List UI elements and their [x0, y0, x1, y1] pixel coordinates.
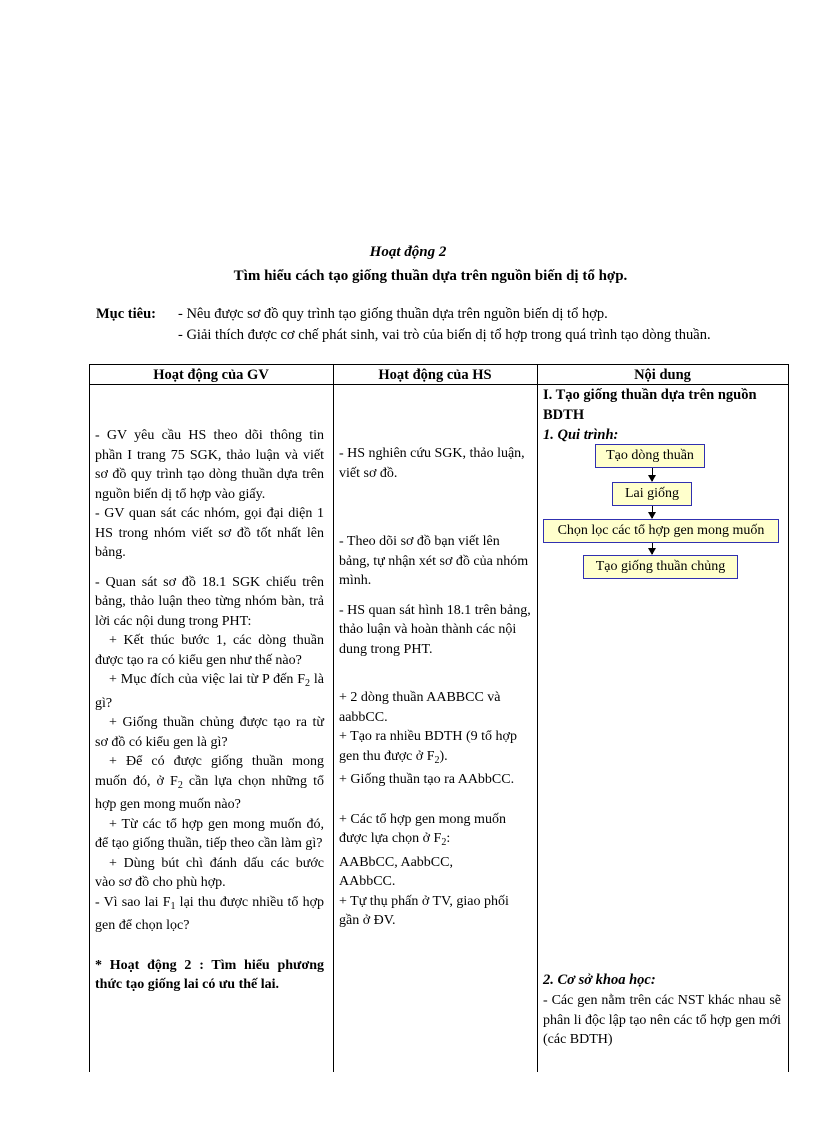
- text-run: + Tạo ra nhiều BDTH (9 tổ hợp gen thu được ở F: [339, 729, 517, 764]
- basis-text: - Các gen nằm trên các NST khác nhau sẽ phân li độc lập tạo nên các tổ hợp gen mới (các BDTH): [543, 993, 781, 1047]
- subscript: 1: [170, 900, 176, 912]
- flow-step-1: Tạo dòng thuần: [595, 444, 705, 468]
- activity-title: Hoạt động 2: [369, 244, 447, 260]
- text-run: + Các tổ hợp gen mong muốn được lựa chọn ở F: [339, 811, 506, 846]
- flow-step-4: Tạo giống thuần chủng: [583, 555, 738, 579]
- hs-step: - HS quan sát hình 18.1 trên bảng, thảo luận và hoàn thành các nội dung trong PHT.: [339, 602, 531, 657]
- hs-answer: [339, 727, 531, 770]
- flow-step-2: Lai giống: [612, 482, 692, 506]
- subscript: 2: [441, 837, 447, 848]
- gv-question: + Kết thúc bước 1, các dòng thuần được tạo ra có kiểu gen như thế nào?: [95, 633, 324, 668]
- objective-item: - Giải thích được cơ chế phát sinh, vai trò của biến dị tổ hợp trong quá trình tạo dòng thuần.: [178, 327, 711, 343]
- text-run: ).: [439, 748, 448, 764]
- gv-step: - Quan sát sơ đồ 18.1 SGK chiếu trên bảng, thảo luận theo từng nhóm bàn, trả lời các nội dung trong PHT:: [95, 574, 324, 629]
- gv-question: + Từ các tổ hợp gen mong muốn đó, để tạo giống thuần, tiếp theo cần làm gì?: [95, 816, 324, 851]
- column-header-gv: Hoạt động của GV: [153, 367, 269, 383]
- objective-item: - Nêu được sơ đồ quy trình tạo giống thuần dựa trên nguồn biến dị tổ hợp.: [178, 306, 608, 322]
- objectives-label: Mục tiêu:: [96, 306, 156, 322]
- gv-question: [95, 752, 324, 815]
- procedure-heading: 1. Qui trình:: [543, 427, 619, 443]
- text-run: :: [446, 831, 451, 846]
- gv-column: [95, 426, 324, 995]
- gv-step: - GV yêu cầu HS theo dõi thông tin phần I trang 75 SGK, thảo luận và viết sơ đồ quy trình tạo dòng thuần dựa trên nguồn biến dị tổ hợp vào giấy.: [95, 428, 324, 502]
- text-run: + Để có được giống thuần mong muốn đó, ở F: [95, 754, 324, 789]
- activity-subtitle: Tìm hiểu cách tạo giống thuần dựa trên nguồn biến dị tổ hợp.: [233, 268, 628, 284]
- gv-question: [95, 893, 324, 936]
- activity-table: [89, 364, 789, 1072]
- flow-step-3: Chọn lọc các tổ hợp gen mong muốn: [543, 519, 779, 543]
- hs-answer: + 2 dòng thuần AABBCC và aabbCC.: [339, 690, 501, 725]
- flow-arrow-icon: [652, 468, 653, 481]
- gv-question: [95, 670, 324, 713]
- flow-arrow-icon: [652, 506, 653, 518]
- column-divider: [537, 364, 538, 1072]
- gv-question: + Giống thuần chủng được tạo ra từ sơ đồ có kiểu gen là gì?: [95, 715, 324, 750]
- text-run: lại thu được nhiều tổ hợp gen để chọn lọc?: [95, 894, 324, 933]
- hs-column: [339, 444, 531, 931]
- text-run: AABbCC, AabbCC,: [339, 854, 453, 870]
- text-run: + Mục đích của việc lai từ P đến F: [109, 672, 306, 687]
- gv-step: - GV quan sát các nhóm, gọi đại diện 1 HS trong nhóm viết sơ đồ tốt nhất lên bảng.: [95, 506, 324, 560]
- hs-step: - Theo dõi sơ đồ bạn viết lên bảng, tự nhận xét sơ đồ của nhóm mình.: [339, 534, 529, 588]
- table-border: [788, 364, 789, 1072]
- flow-arrow-icon: [652, 543, 653, 554]
- column-header-content: Nội dung: [634, 367, 691, 383]
- hs-answer: [339, 810, 531, 892]
- subscript: 2: [177, 779, 183, 791]
- hs-step: - HS nghiên cứu SGK, thảo luận, viết sơ đồ.: [339, 446, 525, 481]
- table-border: [89, 364, 789, 365]
- text-run: là gì?: [95, 672, 324, 711]
- gv-question: + Dùng bút chì đánh dấu các bước vào sơ đồ cho phù hợp.: [95, 855, 324, 890]
- text-run: AAbbCC.: [339, 874, 396, 889]
- content-section-title: I. Tạo giống thuần dựa trên nguồn BDTH: [543, 387, 757, 423]
- basis-heading: 2. Cơ sở khoa học:: [543, 972, 656, 988]
- subscript: 2: [434, 754, 440, 766]
- hs-answer: + Tự thụ phấn ở TV, giao phối gần ở ĐV.: [339, 893, 509, 928]
- column-divider: [333, 364, 334, 1072]
- column-header-hs: Hoạt động của HS: [378, 367, 492, 383]
- subscript: 2: [305, 678, 311, 689]
- table-header-border: [89, 384, 789, 385]
- next-activity: * Hoạt động 2 : Tìm hiểu phương thức tạo giống lai có ưu thế lai.: [95, 957, 324, 992]
- text-run: - Vì sao lai F: [95, 894, 171, 910]
- table-border: [89, 364, 90, 1072]
- hs-answer: + Giống thuần tạo ra AAbbCC.: [339, 772, 515, 787]
- text-run: cần lựa chọn những tổ hợp gen mong muốn nào?: [95, 773, 324, 812]
